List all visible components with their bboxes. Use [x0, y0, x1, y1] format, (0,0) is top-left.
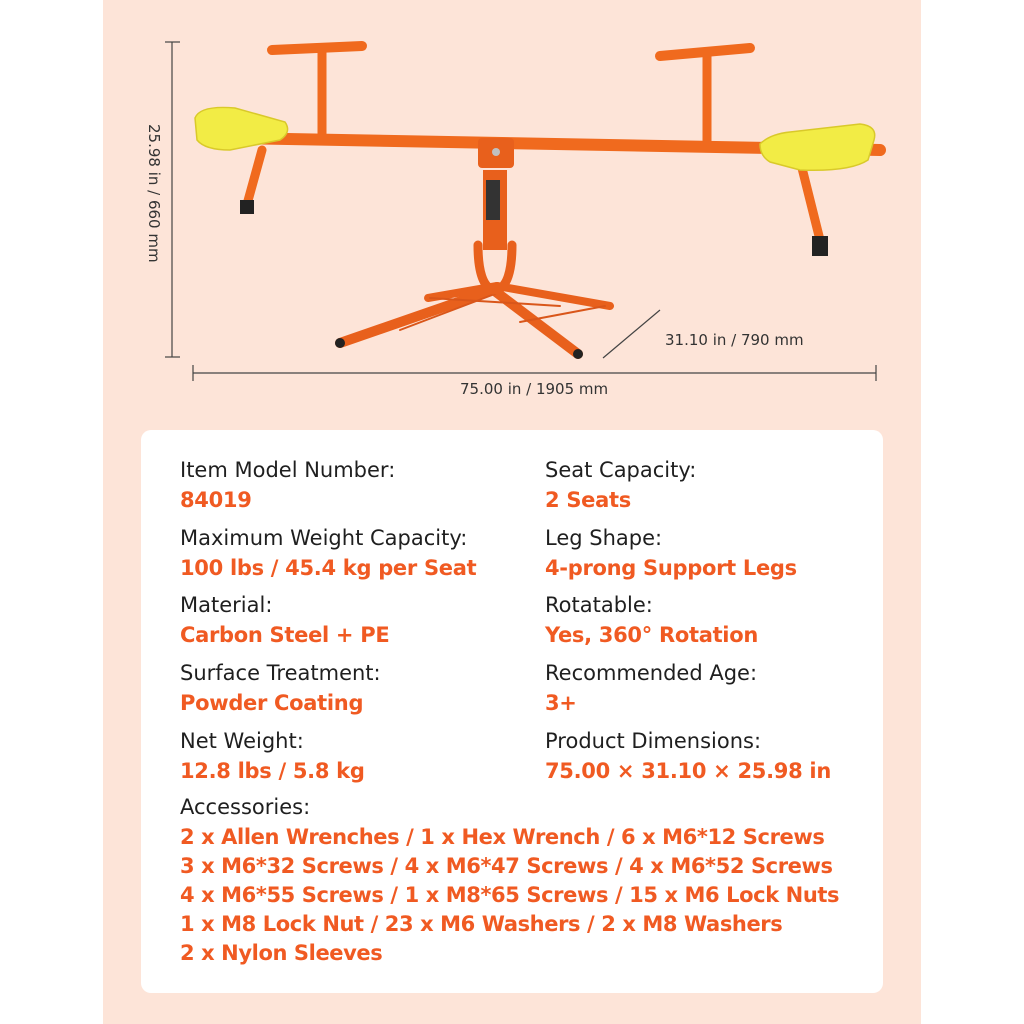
spec-item-model-number [180, 456, 520, 514]
spec-leg-shape [545, 524, 885, 582]
accessories-label: Accessories: [180, 795, 311, 819]
depth-dimension-label: 31.10 in / 790 mm [665, 331, 804, 349]
spec-value: Carbon Steel + PE [180, 623, 390, 647]
right-seat [760, 124, 875, 170]
spec-label: Recommended Age: [545, 661, 758, 685]
accessories-section [180, 793, 870, 968]
spec-value: 100 lbs / 45.4 kg per Seat [180, 556, 477, 580]
spec-seat-capacity [545, 456, 885, 514]
spec-product-dimensions [545, 727, 885, 785]
spec-surface-treatment [180, 659, 520, 717]
spec-label: Material: [180, 593, 273, 617]
spec-label: Rotatable: [545, 593, 653, 617]
spec-label: Product Dimensions: [545, 729, 762, 753]
spec-label: Item Model Number: [180, 458, 396, 482]
specification-card [141, 430, 883, 993]
accessories-line: 2 x Nylon Sleeves [180, 941, 383, 965]
spec-net-weight [180, 727, 520, 785]
spec-recommended-age [545, 659, 885, 717]
spec-value: 2 Seats [545, 488, 631, 512]
spec-label: Leg Shape: [545, 526, 663, 550]
spec-rotatable [545, 591, 885, 649]
spec-value: 12.8 lbs / 5.8 kg [180, 759, 365, 783]
right-handle [660, 48, 750, 148]
spec-material [180, 591, 520, 649]
accessories-line: 1 x M8 Lock Nut / 23 x M6 Washers / 2 x M8 Washers [180, 912, 783, 936]
spec-value: Yes, 360° Rotation [545, 623, 758, 647]
width-dimension-label: 75.00 in / 1905 mm [460, 380, 609, 398]
spec-label: Seat Capacity: [545, 458, 697, 482]
height-dimension-label: 25.98 in / 660 mm [145, 124, 163, 263]
spec-label: Surface Treatment: [180, 661, 381, 685]
seesaw-base [335, 170, 610, 359]
accessories-line: 2 x Allen Wrenches / 1 x Hex Wrench / 6 x M6*12 Screws [180, 825, 825, 849]
spec-label: Maximum Weight Capacity: [180, 526, 468, 550]
spec-value: 84019 [180, 488, 252, 512]
spec-value: 75.00 × 31.10 × 25.98 in [545, 759, 831, 783]
spec-value: Powder Coating [180, 691, 364, 715]
spec-label: Net Weight: [180, 729, 304, 753]
accessories-line: 4 x M6*55 Screws / 1 x M8*65 Screws / 15 x M6 Lock Nuts [180, 883, 840, 907]
right-leg [800, 160, 828, 256]
accessories-line: 3 x M6*32 Screws / 4 x M6*47 Screws / 4 x M6*52 Screws [180, 854, 833, 878]
spec-max-weight [180, 524, 520, 582]
spec-value: 3+ [545, 691, 577, 715]
spec-value: 4-prong Support Legs [545, 556, 797, 580]
left-leg [240, 150, 262, 214]
